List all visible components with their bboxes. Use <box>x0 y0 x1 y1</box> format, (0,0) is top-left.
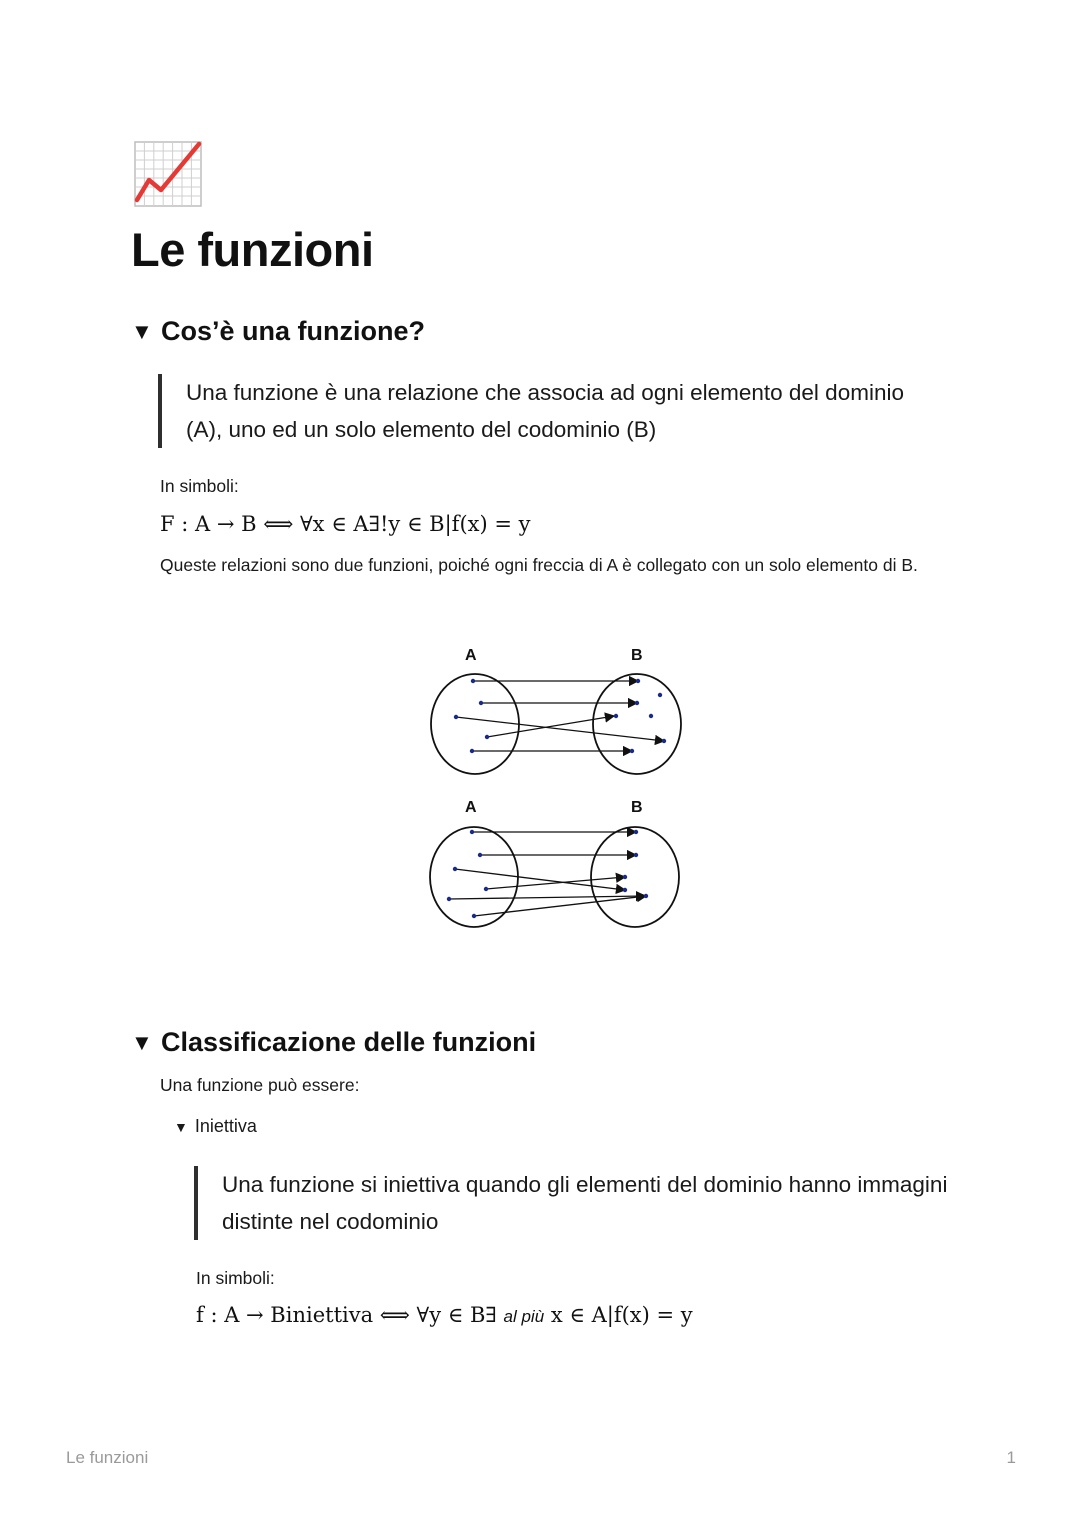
footer-page-number: 1 <box>1006 1448 1016 1467</box>
diagram-label-b: B <box>631 647 643 664</box>
toggle-iniettiva[interactable] <box>174 1116 257 1137</box>
injective-formula-right: x ∈ A|f(x) = y <box>550 1303 693 1327</box>
chart-increasing-icon <box>133 140 203 208</box>
diagram-label-b-2: B <box>631 799 643 816</box>
injective-formula-text: al più <box>503 1307 545 1326</box>
injective-formula-left: f : A → Biniettiva ⟺ ∀y ∈ B∃ <box>196 1303 497 1327</box>
injective-formula <box>196 1303 693 1327</box>
diagram-label-a: A <box>465 647 477 664</box>
toggle-heading-what-is-function[interactable] <box>131 316 425 347</box>
function-formula: F : A → B ⟺ ∀x ∈ A∃!y ∈ B|f(x) = y <box>160 512 531 536</box>
symbols-label-2: In simboli: <box>196 1268 275 1288</box>
page-title: Le funzioni <box>131 223 374 276</box>
diagram-bottom <box>430 827 679 927</box>
footer-doc-name: Le funzioni <box>66 1448 149 1467</box>
injective-definition-quote: Una funzione si iniettiva quando gli elementi del dominio hanno immagini distinte nel codominio <box>194 1166 952 1240</box>
function-diagrams-image <box>420 640 700 940</box>
diagram-top <box>431 674 681 774</box>
toggle-heading-label: Classificazione delle funzioni <box>161 1027 537 1057</box>
diagram-label-a-2: A <box>465 799 477 816</box>
toggle-triangle-icon[interactable]: ▼ <box>131 318 153 344</box>
toggle-heading-label: Cos’è una funzione? <box>161 316 426 346</box>
toggle-iniettiva-label: Iniettiva <box>194 1116 257 1136</box>
toggle-triangle-icon[interactable]: ▼ <box>174 1118 188 1135</box>
definition-quote: Una funzione è una relazione che associa ad ogni elemento del dominio (A), uno ed un solo elemento del codominio (B) <box>158 374 926 448</box>
toggle-heading-classification[interactable] <box>131 1027 536 1058</box>
symbols-label: In simboli: <box>160 476 239 496</box>
relations-description: Queste relazioni sono due funzioni, poiché ogni freccia di A è collegato con un solo elemento di B. <box>160 555 918 575</box>
classification-intro: Una funzione può essere: <box>160 1075 360 1095</box>
toggle-triangle-icon[interactable]: ▼ <box>131 1029 153 1055</box>
